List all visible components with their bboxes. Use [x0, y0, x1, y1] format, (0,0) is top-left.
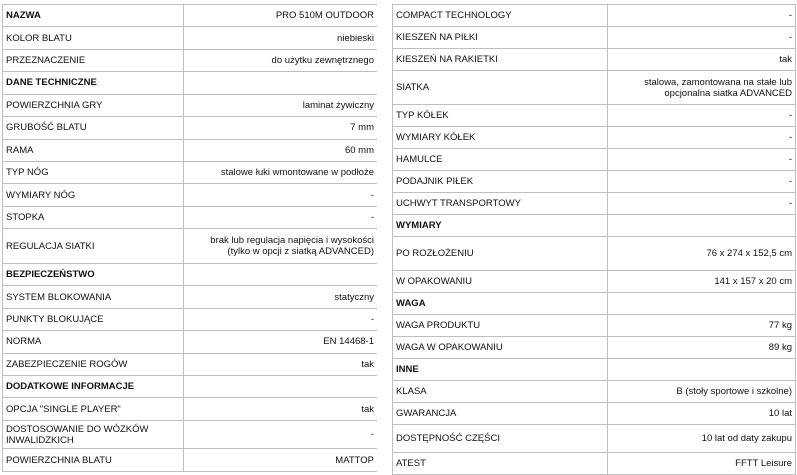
spec-value: [184, 139, 378, 161]
spec-value-text: tak: [361, 358, 374, 370]
spec-row: [3, 206, 378, 228]
spec-table-right: [392, 4, 796, 475]
spec-value-text: FFTT Leisure: [735, 458, 792, 469]
spec-label-text: NORMA: [6, 336, 42, 348]
spec-row: [3, 161, 378, 183]
spec-value: [184, 49, 378, 71]
spec-value: [184, 161, 378, 183]
spec-label-text: WAGA: [396, 298, 426, 309]
spec-label: [393, 271, 608, 293]
spec-value: [608, 215, 796, 237]
spec-value: [184, 286, 378, 308]
column-gap: [377, 4, 392, 472]
spec-value: [184, 263, 378, 285]
spec-value-text: -: [788, 154, 792, 165]
spec-value-text: -: [370, 212, 374, 223]
spec-label-text: ZABEZPIECZENIE ROGÓW: [6, 358, 128, 370]
spec-label-text: GWARANCJA: [396, 408, 457, 419]
spec-value-text: -: [788, 176, 792, 187]
spec-row: [3, 5, 378, 27]
spec-label: [3, 49, 184, 71]
spec-label-text: WYMIARY KÓŁEK: [396, 132, 476, 143]
spec-row: [393, 237, 796, 271]
spec-label-text: SYSTEM BLOKOWANIA: [6, 291, 112, 303]
spec-value-text: -: [370, 313, 374, 325]
spec-row: [3, 308, 378, 330]
spec-label: [3, 161, 184, 183]
spec-value: [184, 449, 378, 472]
spec-label: [393, 337, 608, 359]
spec-value-text: -: [788, 32, 792, 43]
spec-row: [3, 49, 378, 71]
spec-value-text-line2: opcjonalna siatka ADVANCED: [664, 87, 792, 99]
spec-value: [608, 337, 796, 359]
spec-value: [184, 229, 378, 264]
spec-row: [393, 359, 796, 381]
spec-value-text: 60 mm: [344, 144, 374, 156]
spec-value: [184, 184, 378, 206]
spec-value-text: laminat żywiczny: [302, 99, 374, 111]
spec-value: [184, 72, 378, 94]
spec-label: [3, 117, 184, 139]
spec-row: [393, 171, 796, 193]
spec-label-text: HAMULCE: [396, 154, 443, 165]
spec-row: [3, 229, 378, 264]
spec-value: [608, 149, 796, 171]
spec-value: [184, 117, 378, 139]
spec-row: [3, 449, 378, 472]
spec-label: [3, 375, 184, 397]
spec-label-text: KLASA: [396, 386, 427, 397]
spec-value: [608, 271, 796, 293]
spec-label: [3, 286, 184, 308]
spec-label: [3, 27, 184, 49]
spec-value: [608, 127, 796, 149]
spec-value-text: EN 14468-1: [323, 336, 374, 348]
spec-label-text: BEZPIECZEŃSTWO: [6, 269, 95, 281]
spec-label-text-line2: INWALIDZKICH: [6, 434, 74, 446]
spec-label-text: PUNKTY BLOKUJĄCE: [6, 313, 104, 325]
spec-value: [608, 193, 796, 215]
spec-value-text: -: [788, 110, 792, 121]
spec-label: [393, 171, 608, 193]
spec-value: [184, 353, 378, 375]
spec-label-text: WYMIARY NÓG: [6, 189, 76, 201]
spec-label: [393, 381, 608, 403]
spec-value: [608, 425, 796, 453]
spec-label: [393, 27, 608, 49]
spec-row: [3, 353, 378, 375]
spec-label: [3, 229, 184, 264]
spec-label: [393, 5, 608, 27]
spec-label-text: UCHWYT TRANSPORTOWY: [396, 198, 521, 209]
spec-label: [3, 308, 184, 330]
spec-label: [393, 403, 608, 425]
spec-value: [608, 71, 796, 105]
spec-value-text: 7 mm: [350, 122, 374, 134]
spec-value: [608, 359, 796, 381]
spec-value-text: statyczny: [334, 291, 374, 303]
spec-value-text: 89 kg: [768, 342, 792, 353]
spec-label-text: TYP NÓG: [6, 167, 49, 179]
spec-value: [608, 453, 796, 475]
spec-label-text: PODAJNIK PIŁEK: [396, 176, 474, 187]
spec-row: [393, 337, 796, 359]
spec-label-text: RAMA: [6, 144, 34, 156]
spec-row: [393, 71, 796, 105]
spec-label-text: COMPACT TECHNOLOGY: [396, 10, 512, 21]
spec-value: [184, 308, 378, 330]
spec-label-text: ATEST: [396, 458, 426, 469]
spec-label: [3, 353, 184, 375]
spec-value-text: -: [788, 132, 792, 143]
spec-row: [393, 453, 796, 475]
spec-label-text: WYMIARY: [396, 220, 442, 231]
spec-label-text: W OPAKOWANIU: [396, 276, 472, 287]
spec-label: [393, 215, 608, 237]
spec-label: [3, 331, 184, 353]
spec-label-text: DOSTOSOWANIE DO WÓZKÓW: [6, 423, 149, 435]
spec-label: [393, 425, 608, 453]
spec-value-text: 141 x 157 x 20 cm: [714, 276, 792, 287]
spec-label-text: KOLOR BLATU: [6, 32, 72, 44]
spec-row: [393, 105, 796, 127]
spec-label-text: REGULACJA SIATKI: [6, 240, 95, 252]
spec-row: [3, 398, 378, 420]
spec-value-text: tak: [779, 54, 792, 65]
spec-label-text: DODATKOWE INFORMACJE: [6, 381, 135, 393]
spec-value: [608, 27, 796, 49]
spec-value: [608, 293, 796, 315]
spec-value: [184, 375, 378, 397]
spec-row: [393, 215, 796, 237]
spec-value: [608, 237, 796, 271]
spec-label: [3, 449, 184, 472]
spec-row: [393, 293, 796, 315]
spec-row: [3, 139, 378, 161]
spec-value-text: brak lub regulacja napięcia i wysokości: [210, 235, 374, 247]
spec-label-text: GRUBOŚĆ BLATU: [6, 122, 87, 134]
spec-row: [3, 286, 378, 308]
spec-label: [393, 49, 608, 71]
spec-label-text: TYP KÓŁEK: [396, 110, 449, 121]
spec-value: [184, 27, 378, 49]
spec-label: [3, 206, 184, 228]
spec-label-text: KIESZEŃ NA PIŁKI: [396, 32, 478, 43]
spec-value-text: -: [370, 429, 374, 441]
spec-value-text: niebieski: [337, 32, 374, 44]
spec-value: [184, 331, 378, 353]
spec-value: [608, 381, 796, 403]
spec-label-text: WAGA PRODUKTU: [396, 320, 481, 331]
spec-value: [608, 403, 796, 425]
spec-label: [393, 237, 608, 271]
spec-row: [3, 420, 378, 449]
spec-label-text: OPCJA "SINGLE PLAYER": [6, 403, 121, 415]
spec-value-text: 77 kg: [768, 320, 792, 331]
spec-row: [3, 263, 378, 285]
spec-value-text: stalowa, zamontowana na stałe lub: [644, 76, 792, 88]
spec-label: [393, 453, 608, 475]
spec-label-text: INNE: [396, 364, 419, 375]
spec-row: [3, 117, 378, 139]
spec-row: [393, 381, 796, 403]
spec-label: [3, 94, 184, 116]
spec-label: [3, 184, 184, 206]
spec-value-text: PRO 510M OUTDOOR: [275, 10, 374, 22]
spec-label-text: SIATKA: [396, 82, 430, 93]
spec-value-text: MATTOP: [335, 454, 374, 466]
spec-row: [393, 425, 796, 453]
spec-label: [393, 149, 608, 171]
spec-row: [393, 127, 796, 149]
spec-value-text: 10 lat: [768, 408, 792, 419]
spec-label-text: WAGA W OPAKOWANIU: [396, 342, 503, 353]
spec-row: [393, 5, 796, 27]
spec-value-text: 76 x 274 x 152,5 cm: [706, 248, 792, 259]
spec-label: [393, 359, 608, 381]
spec-label-text: PO ROZŁOŻENIU: [396, 248, 474, 259]
spec-label-text: STOPKA: [6, 212, 45, 223]
spec-label-text: DOSTĘPNOŚĆ CZĘŚCI: [396, 433, 500, 444]
spec-value-text: do użytku zewnętrznego: [271, 55, 374, 67]
spec-row: [393, 403, 796, 425]
spec-row: [393, 315, 796, 337]
spec-row: [3, 331, 378, 353]
spec-label-text: KIESZEŃ NA RAKIETKI: [396, 54, 498, 65]
spec-value: [184, 206, 378, 228]
spec-label-text: POWIERZCHNIA BLATU: [6, 454, 112, 466]
spec-value-text: tak: [361, 403, 374, 415]
spec-row: [393, 49, 796, 71]
spec-label-text: PRZEZNACZENIE: [6, 55, 86, 67]
spec-value: [608, 105, 796, 127]
spec-label: [393, 293, 608, 315]
spec-label: [3, 72, 184, 94]
spec-value: [184, 420, 378, 449]
spec-label: [3, 398, 184, 420]
spec-row: [393, 27, 796, 49]
spec-value: [184, 5, 378, 27]
spec-row: [3, 94, 378, 116]
spec-row: [3, 72, 378, 94]
spec-label: [393, 127, 608, 149]
spec-row: [3, 184, 378, 206]
spec-value-text: B (stoły sportowe i szkolne): [676, 386, 792, 397]
spec-value: [608, 49, 796, 71]
spec-label-text: NAZWA: [6, 10, 41, 22]
spec-table-left: [2, 4, 378, 472]
spec-label: [393, 105, 608, 127]
spec-row: [393, 149, 796, 171]
spec-label: [3, 139, 184, 161]
spec-row: [3, 375, 378, 397]
spec-row: [393, 193, 796, 215]
spec-value-text-line2: (tylko w opcji z siatką ADVANCED): [227, 246, 374, 258]
spec-label: [393, 315, 608, 337]
spec-label: [3, 5, 184, 27]
spec-value: [608, 171, 796, 193]
spec-value: [608, 5, 796, 27]
spec-value-text: 10 lat od daty zakupu: [701, 433, 792, 444]
spec-label: [3, 420, 184, 449]
spec-value-text: -: [788, 198, 792, 209]
spec-label-text: POWIERZCHNIA GRY: [6, 99, 103, 111]
spec-row: [3, 27, 378, 49]
spec-value: [184, 398, 378, 420]
spec-label: [393, 193, 608, 215]
spec-value-text: -: [788, 10, 792, 21]
spec-value-text: stalowe łuki wmontowane w podłoże: [220, 167, 374, 179]
spec-label-text: DANE TECHNICZNE: [6, 77, 97, 89]
spec-value-text: -: [370, 189, 374, 201]
spec-value: [608, 315, 796, 337]
spec-row: [393, 271, 796, 293]
spec-value: [184, 94, 378, 116]
spec-label: [393, 71, 608, 105]
spec-label: [3, 263, 184, 285]
